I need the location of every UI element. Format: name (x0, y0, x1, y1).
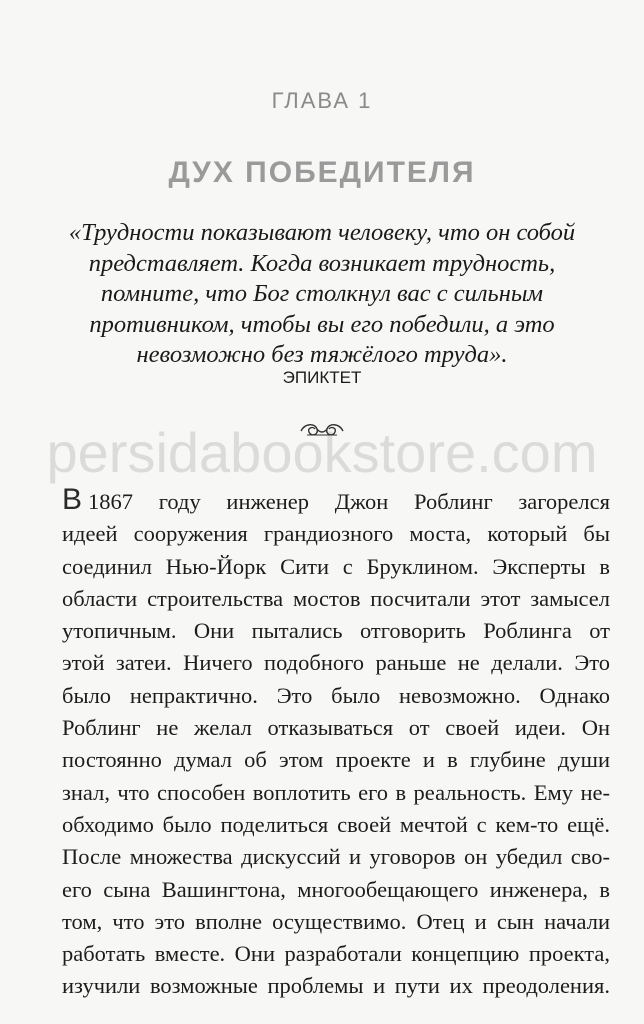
epigraph-line: представляет. Когда возникает трудность, (88, 249, 556, 277)
body-line: этой затеи. Ничего подобного раньше не делали. Это (62, 650, 610, 676)
body-line: изучили возможные проблемы и пути их преодоления. (62, 973, 610, 999)
body-line: работать вместе. Они разработали концепцию проекта, (62, 941, 610, 967)
body-line: его сына Вашингтона, многообещающего инженера, в (62, 876, 610, 902)
epigraph-line: помните, что Бог столкнул вас с сильным (100, 280, 544, 307)
chapter-label: ГЛАВА 1 (271, 88, 373, 113)
epigraph-line: противником, чтобы вы его победили, а это (89, 310, 555, 338)
epigraph (40, 218, 604, 371)
body-line: После множества дискуссий и уговоров он убедил сво- (62, 844, 610, 870)
scroll-flourish-icon (297, 417, 347, 439)
body-line: том, что это вполне осуществимо. Отец и сын начали (62, 908, 610, 934)
body-line: постоянно думал об этом проекте и в глубине души (62, 747, 610, 773)
body-text (62, 484, 610, 1003)
body-line: было непрактично. Это было невозможно. Однако (62, 682, 610, 708)
watermark: persidabookstore.com (46, 421, 598, 484)
body-line: знал, что способен воплотить его в реальность. Ему не- (62, 779, 610, 805)
body-line: области строительства мостов посчитали этот замысел (62, 585, 610, 611)
drop-cap: В (62, 483, 83, 516)
body-line: идеей сооружения грандиозного моста, который бы (62, 521, 610, 547)
body-line: Роблинг не желал отказываться от своей идеи. Он (62, 715, 610, 741)
body-line: утопичным. Они пытались отговорить Роблинга от (62, 618, 610, 644)
body-line: соединил Нью-Йорк Сити с Бруклином. Эксперты в (62, 553, 610, 579)
epigraph-author: ЭПИКТЕТ (282, 368, 362, 387)
chapter-title: ДУХ ПОБЕДИТЕЛЯ (168, 156, 476, 189)
epigraph-line: невозможно без тяжёлого труда». (136, 341, 508, 368)
body-line: обходимо было поделиться своей мечтой с кем-то ещё. (62, 811, 610, 837)
epigraph-line: «Трудности показывают человеку, что он собой (68, 219, 576, 246)
body-line-text: 1867 году инженер Джон Роблинг загорелся (88, 489, 610, 514)
body-line (62, 484, 610, 518)
